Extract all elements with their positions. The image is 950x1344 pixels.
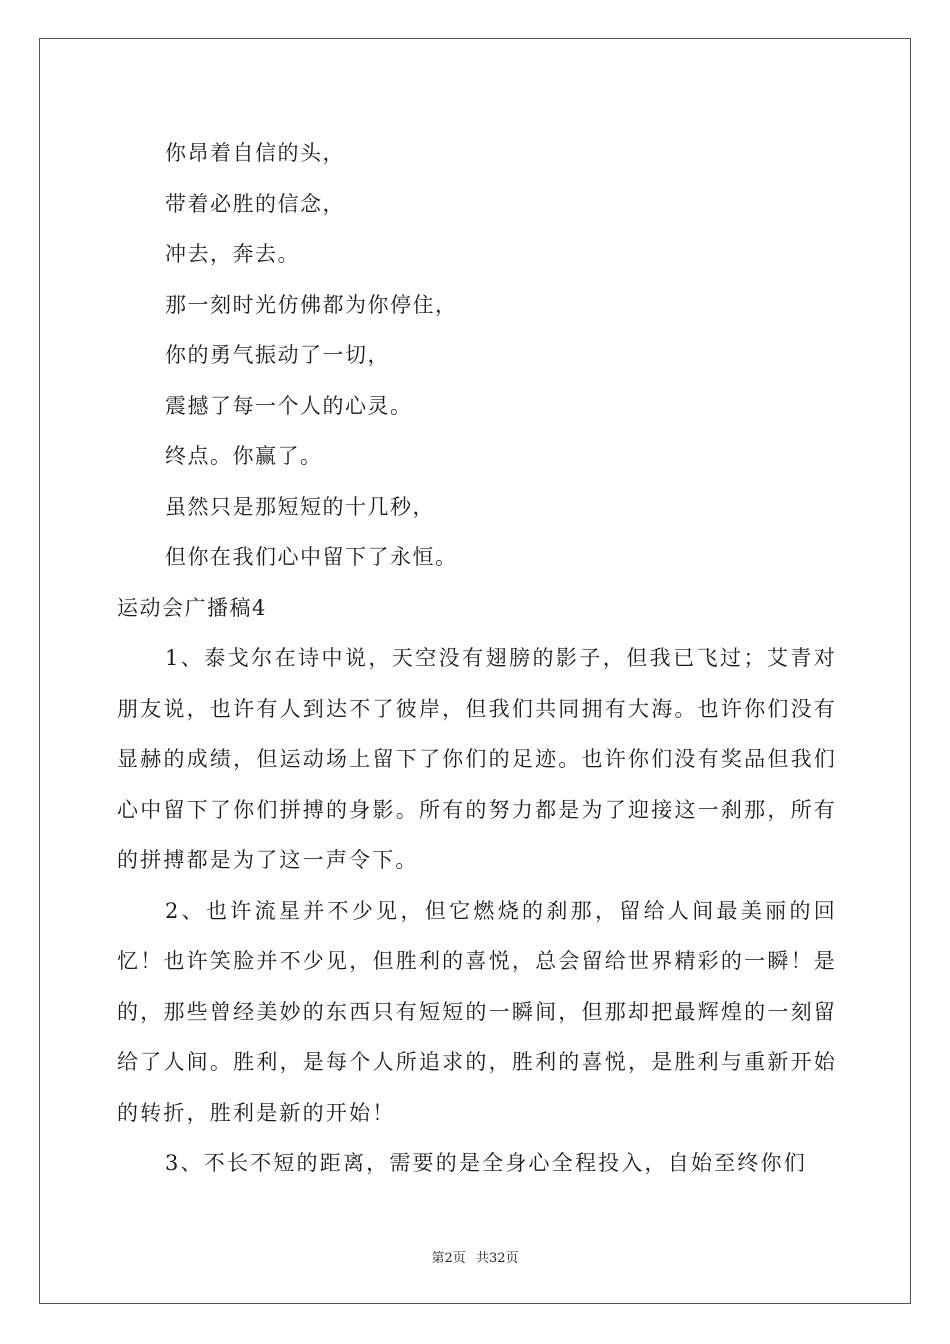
section-heading: 运动会广播稿4	[117, 595, 267, 620]
poem-line: 虽然只是那短短的十几秒，	[165, 494, 435, 519]
poem-line: 终点。你赢了。	[165, 444, 323, 468]
poem-line: 那一刻时光仿佛都为你停住，	[165, 292, 458, 317]
paragraph: 1、泰戈尔在诗中说，天空没有翅膀的影子，但我已飞过；艾青对朋友说，也许有人到达不了彼岸，但我们共同拥有大海。也许你们没有显赫的成绩，但运动场上留下了你们的足迹。也许你们没有奖品但我们心中留下了你们拼搏的身影。所有的努力都是为了迎接这一刹那，所有的拼搏都是为了这一声令下。	[117, 646, 837, 872]
paragraph: 3、不长不短的距离，需要的是全身心全程投入，自始至终你们	[165, 1151, 807, 1175]
page-footer	[0, 1247, 950, 1266]
poem-line: 带着必胜的信念，	[165, 191, 345, 216]
poem-line: 你的勇气振动了一切，	[165, 343, 390, 367]
paragraph: 2、也许流星并不少见，但它燃烧的刹那，留给人间最美丽的回忆！也许笑脸并不少见，但胜利的喜悦，总会留给世界精彩的一瞬！是的，那些曾经美妙的东西只有短短的一瞬间，但那却把最辉煌的一刻留给了人间。胜利，是每个人所追求的，胜利的喜悦，是胜利与重新开始的转折，胜利是新的开始！	[117, 898, 837, 1125]
page-number: 第2页	[431, 1251, 466, 1266]
poem-line: 你昂着自信的头，	[165, 141, 345, 165]
poem-line: 冲去，奔去。	[165, 242, 300, 266]
page-total: 共32页	[475, 1251, 519, 1266]
poem-line: 但你在我们心中留下了永恒。	[165, 545, 458, 569]
poem-line: 震撼了每一个人的心灵。	[165, 393, 413, 418]
document-body	[117, 128, 837, 1189]
